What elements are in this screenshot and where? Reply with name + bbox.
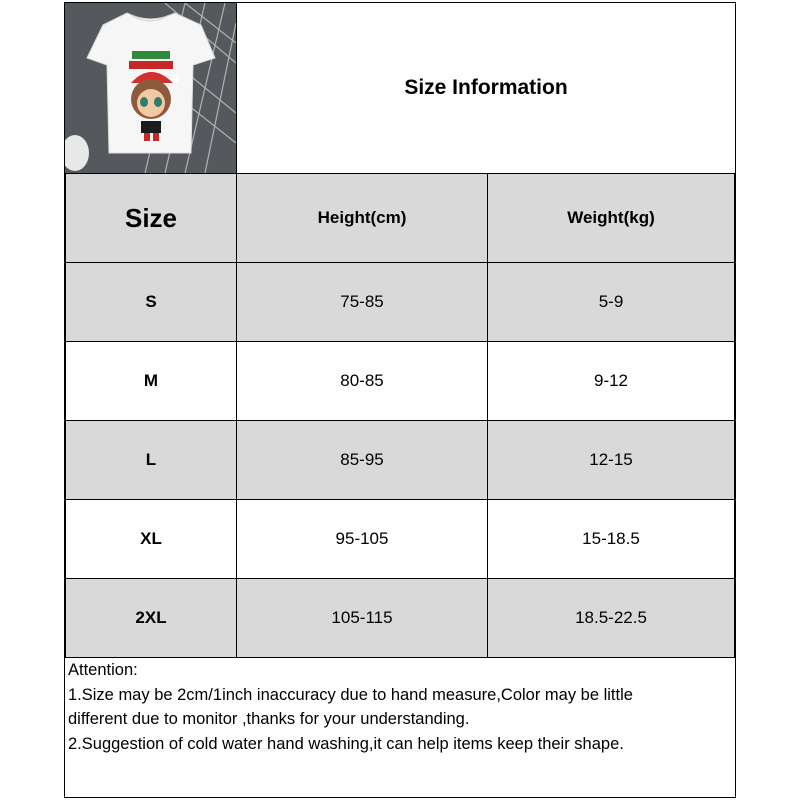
height-cell: 75-85 [236,262,488,342]
size-cell: M [65,341,237,421]
notes-line-1: 1.Size may be 2cm/1inch inaccuracy due to hand measure,Color may be little [68,685,633,704]
size-cell: 2XL [65,578,237,658]
height-cell: 80-85 [236,341,488,421]
header-height: Height(cm) [236,173,488,263]
header-weight: Weight(kg) [487,173,735,263]
page-title: Size Information [236,3,735,173]
weight-cell: 5-9 [487,262,735,342]
height-cell: 105-115 [236,578,488,658]
weight-cell: 9-12 [487,341,735,421]
notes-line-3: 2.Suggestion of cold water hand washing,it can help items keep their shape. [68,734,624,753]
size-chart [64,2,736,798]
height-cell: 95-105 [236,499,488,579]
attention-notes [68,658,732,756]
header-size: Size [65,173,237,263]
weight-cell: 18.5-22.5 [487,578,735,658]
notes-heading: Attention: [68,661,138,679]
product-photo [65,3,236,173]
tshirt-image [65,3,236,173]
size-cell: S [65,262,237,342]
weight-cell: 15-18.5 [487,499,735,579]
size-cell: XL [65,499,237,579]
height-cell: 85-95 [236,420,488,500]
notes-line-2: different due to monitor ,thanks for your understanding. [68,710,470,728]
weight-cell: 12-15 [487,420,735,500]
size-cell: L [65,420,237,500]
